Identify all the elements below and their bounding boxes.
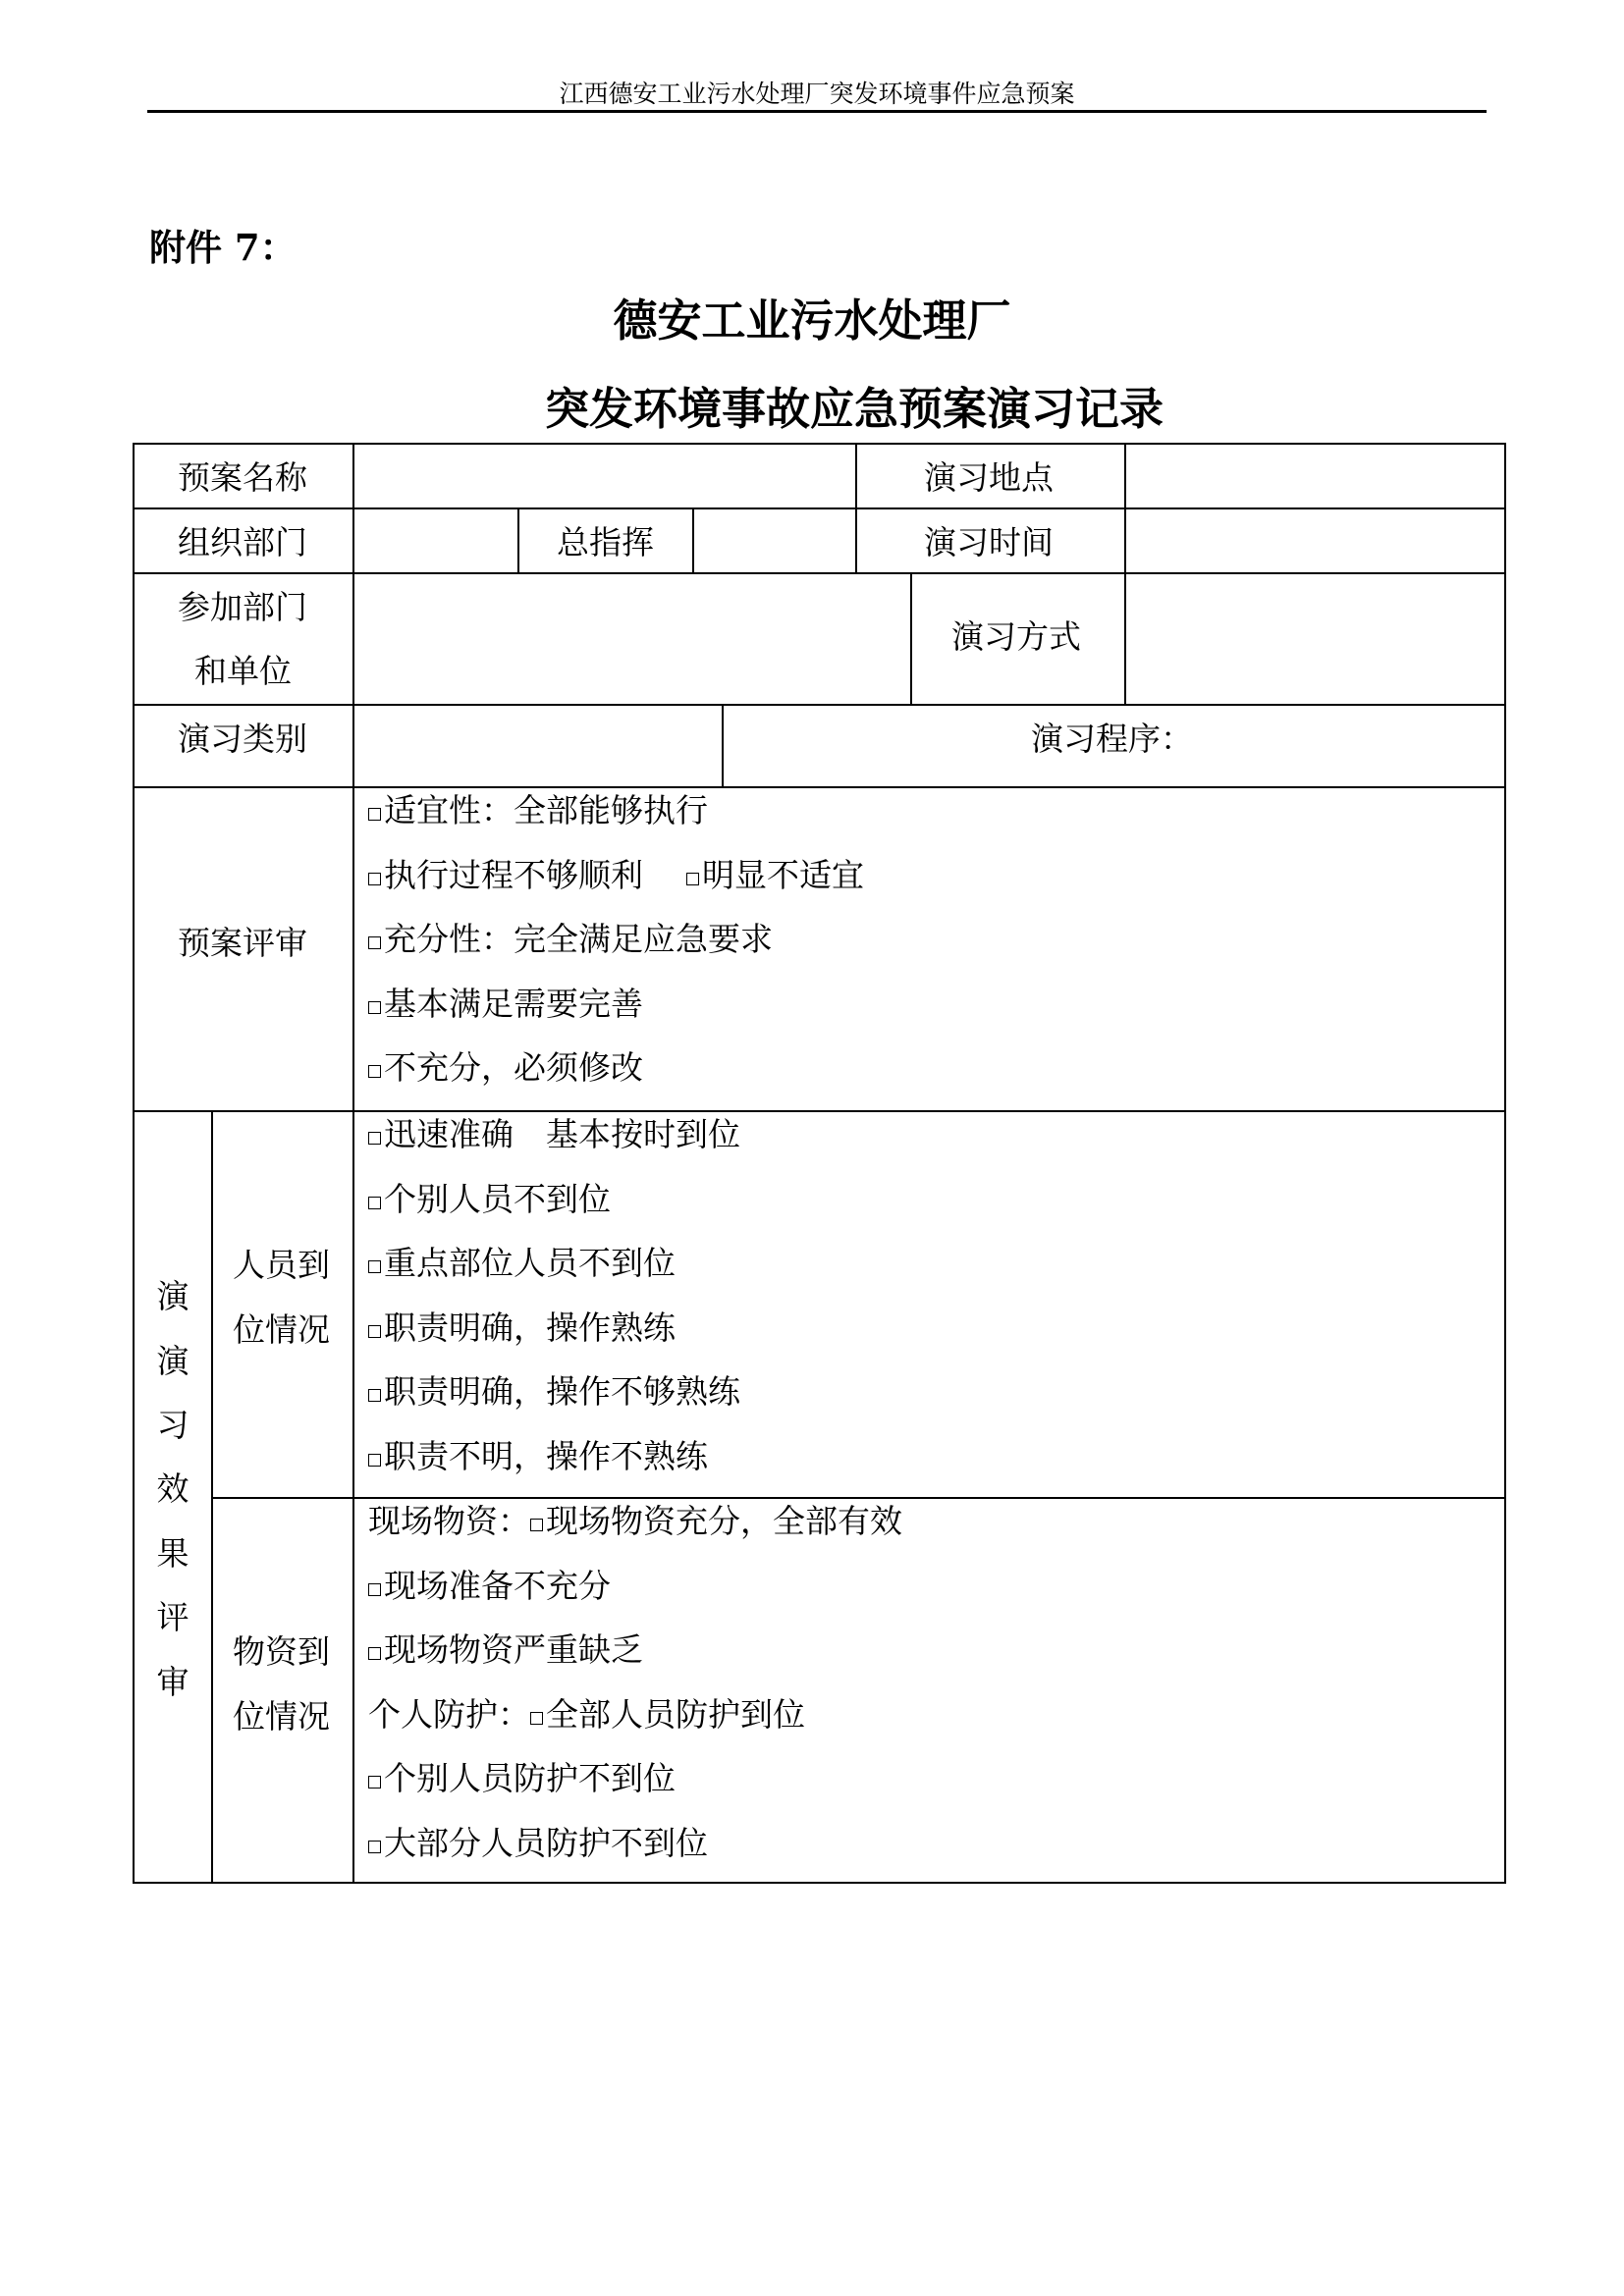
personnel-option[interactable]: 迅速准确 基本按时到位: [368, 1115, 740, 1154]
plan-review-options-cell: [352, 786, 1506, 1112]
personal-protection-option[interactable]: 个别人员防护不到位: [368, 1759, 676, 1798]
attachment-label: 附件 7：: [149, 226, 297, 269]
personnel-option[interactable]: 职责明确，操作熟练: [368, 1308, 676, 1348]
document-subtitle: 突发环境事故应急预案演习记录: [544, 383, 1164, 435]
org-dept-label: 组织部门: [178, 523, 307, 561]
plan-review-label: 预案评审: [178, 924, 307, 962]
commander-label-cell: [517, 507, 694, 574]
personnel-label-line1: 人员到: [233, 1246, 330, 1284]
checkbox[interactable]: [368, 1001, 381, 1014]
checkbox[interactable]: [368, 936, 381, 949]
drill-location-label-cell: [855, 443, 1126, 509]
drill-method-value-cell[interactable]: [1124, 572, 1506, 706]
plan-name-label: 预案名称: [178, 458, 307, 497]
drill-location-value-cell[interactable]: [1124, 443, 1506, 509]
checkbox[interactable]: [368, 1647, 381, 1660]
effect-review-label-cell: [133, 1110, 213, 1884]
checkbox[interactable]: [368, 1197, 381, 1209]
personnel-label-line2: 位情况: [233, 1310, 330, 1349]
drill-category-value-cell[interactable]: [352, 704, 724, 788]
commander-label: 总指挥: [557, 523, 654, 561]
effect-review-char: 习: [156, 1406, 189, 1444]
plan-review-option[interactable]: 基本满足需要完善: [368, 985, 643, 1024]
effect-review-char: 评: [156, 1598, 189, 1636]
checkbox[interactable]: [368, 1389, 381, 1402]
header-rule: [147, 110, 1487, 113]
checkbox[interactable]: [368, 1841, 381, 1853]
checkbox[interactable]: [368, 873, 381, 885]
checkbox[interactable]: [368, 1776, 381, 1789]
plan-review-option[interactable]: 明显不适宜: [686, 856, 864, 895]
effect-review-char: 演: [156, 1342, 189, 1380]
effect-review-char: 效: [156, 1469, 189, 1508]
drill-category-label-cell: [133, 704, 354, 788]
checkbox[interactable]: [368, 1325, 381, 1338]
page-header: 江西德安工业污水处理厂突发环境事件应急预案: [559, 80, 1075, 108]
participants-label-line2: 和单位: [194, 652, 292, 690]
onsite-materials-option[interactable]: 现场物资： 现场物资充分，全部有效: [368, 1502, 902, 1540]
document-title: 德安工业污水处理厂: [613, 294, 1011, 347]
commander-value-cell[interactable]: [692, 507, 857, 574]
org-dept-value-cell[interactable]: [352, 507, 519, 574]
drill-time-value-cell[interactable]: [1124, 507, 1506, 574]
personnel-options-cell: [352, 1110, 1506, 1499]
drill-location-label: 演习地点: [924, 458, 1054, 497]
checkbox[interactable]: [368, 1132, 381, 1145]
drill-category-label: 演习类别: [178, 720, 307, 758]
checkbox[interactable]: [368, 1454, 381, 1467]
drill-procedure-cell[interactable]: [722, 704, 1506, 788]
personnel-option[interactable]: 重点部位人员不到位: [368, 1244, 676, 1283]
drill-method-label: 演习方式: [951, 617, 1081, 656]
personnel-option[interactable]: 职责明确，操作不够熟练: [368, 1372, 740, 1412]
participants-label-cell: [133, 572, 354, 706]
checkbox[interactable]: [368, 1065, 381, 1078]
onsite-materials-option[interactable]: 现场物资严重缺乏: [368, 1630, 643, 1670]
checkbox[interactable]: [368, 1583, 381, 1596]
org-dept-label-cell: [133, 507, 354, 574]
drill-procedure-label: 演习程序：: [1031, 720, 1193, 758]
material-label-cell: [211, 1497, 354, 1884]
checkbox[interactable]: [686, 873, 699, 885]
plan-review-option[interactable]: 充分性：完全满足应急要求: [368, 920, 773, 959]
plan-review-option[interactable]: 适宜性：全部能够执行: [368, 791, 708, 830]
material-options-cell: [352, 1497, 1506, 1884]
effect-review-char: 演: [156, 1277, 189, 1315]
checkbox[interactable]: [530, 1519, 543, 1531]
personnel-option[interactable]: 职责不明，操作不熟练: [368, 1437, 708, 1476]
participants-label-line1: 参加部门: [178, 588, 307, 626]
drill-time-label: 演习时间: [924, 523, 1054, 561]
checkbox[interactable]: [368, 808, 381, 821]
plan-review-option[interactable]: 不充分，必须修改: [368, 1048, 643, 1088]
plan-review-option[interactable]: 执行过程不够顺利: [368, 856, 643, 895]
plan-name-label-cell: [133, 443, 354, 509]
effect-review-char: 果: [156, 1534, 189, 1573]
material-label-line2: 位情况: [233, 1697, 330, 1735]
drill-method-label-cell: [910, 572, 1126, 706]
onsite-materials-option[interactable]: 现场准备不充分: [368, 1567, 611, 1606]
material-label-line1: 物资到: [233, 1632, 330, 1671]
personnel-option[interactable]: 个别人员不到位: [368, 1180, 611, 1219]
personal-protection-option[interactable]: 大部分人员防护不到位: [368, 1824, 708, 1863]
checkbox[interactable]: [368, 1260, 381, 1273]
personal-protection-option[interactable]: 个人防护： 全部人员防护到位: [368, 1695, 805, 1734]
personnel-label-cell: [211, 1110, 354, 1499]
drill-time-label-cell: [855, 507, 1126, 574]
plan-name-value-cell[interactable]: [352, 443, 857, 509]
checkbox[interactable]: [530, 1712, 543, 1725]
participants-value-cell[interactable]: [352, 572, 912, 706]
effect-review-char: 审: [156, 1663, 189, 1701]
plan-review-label-cell: [133, 786, 354, 1112]
